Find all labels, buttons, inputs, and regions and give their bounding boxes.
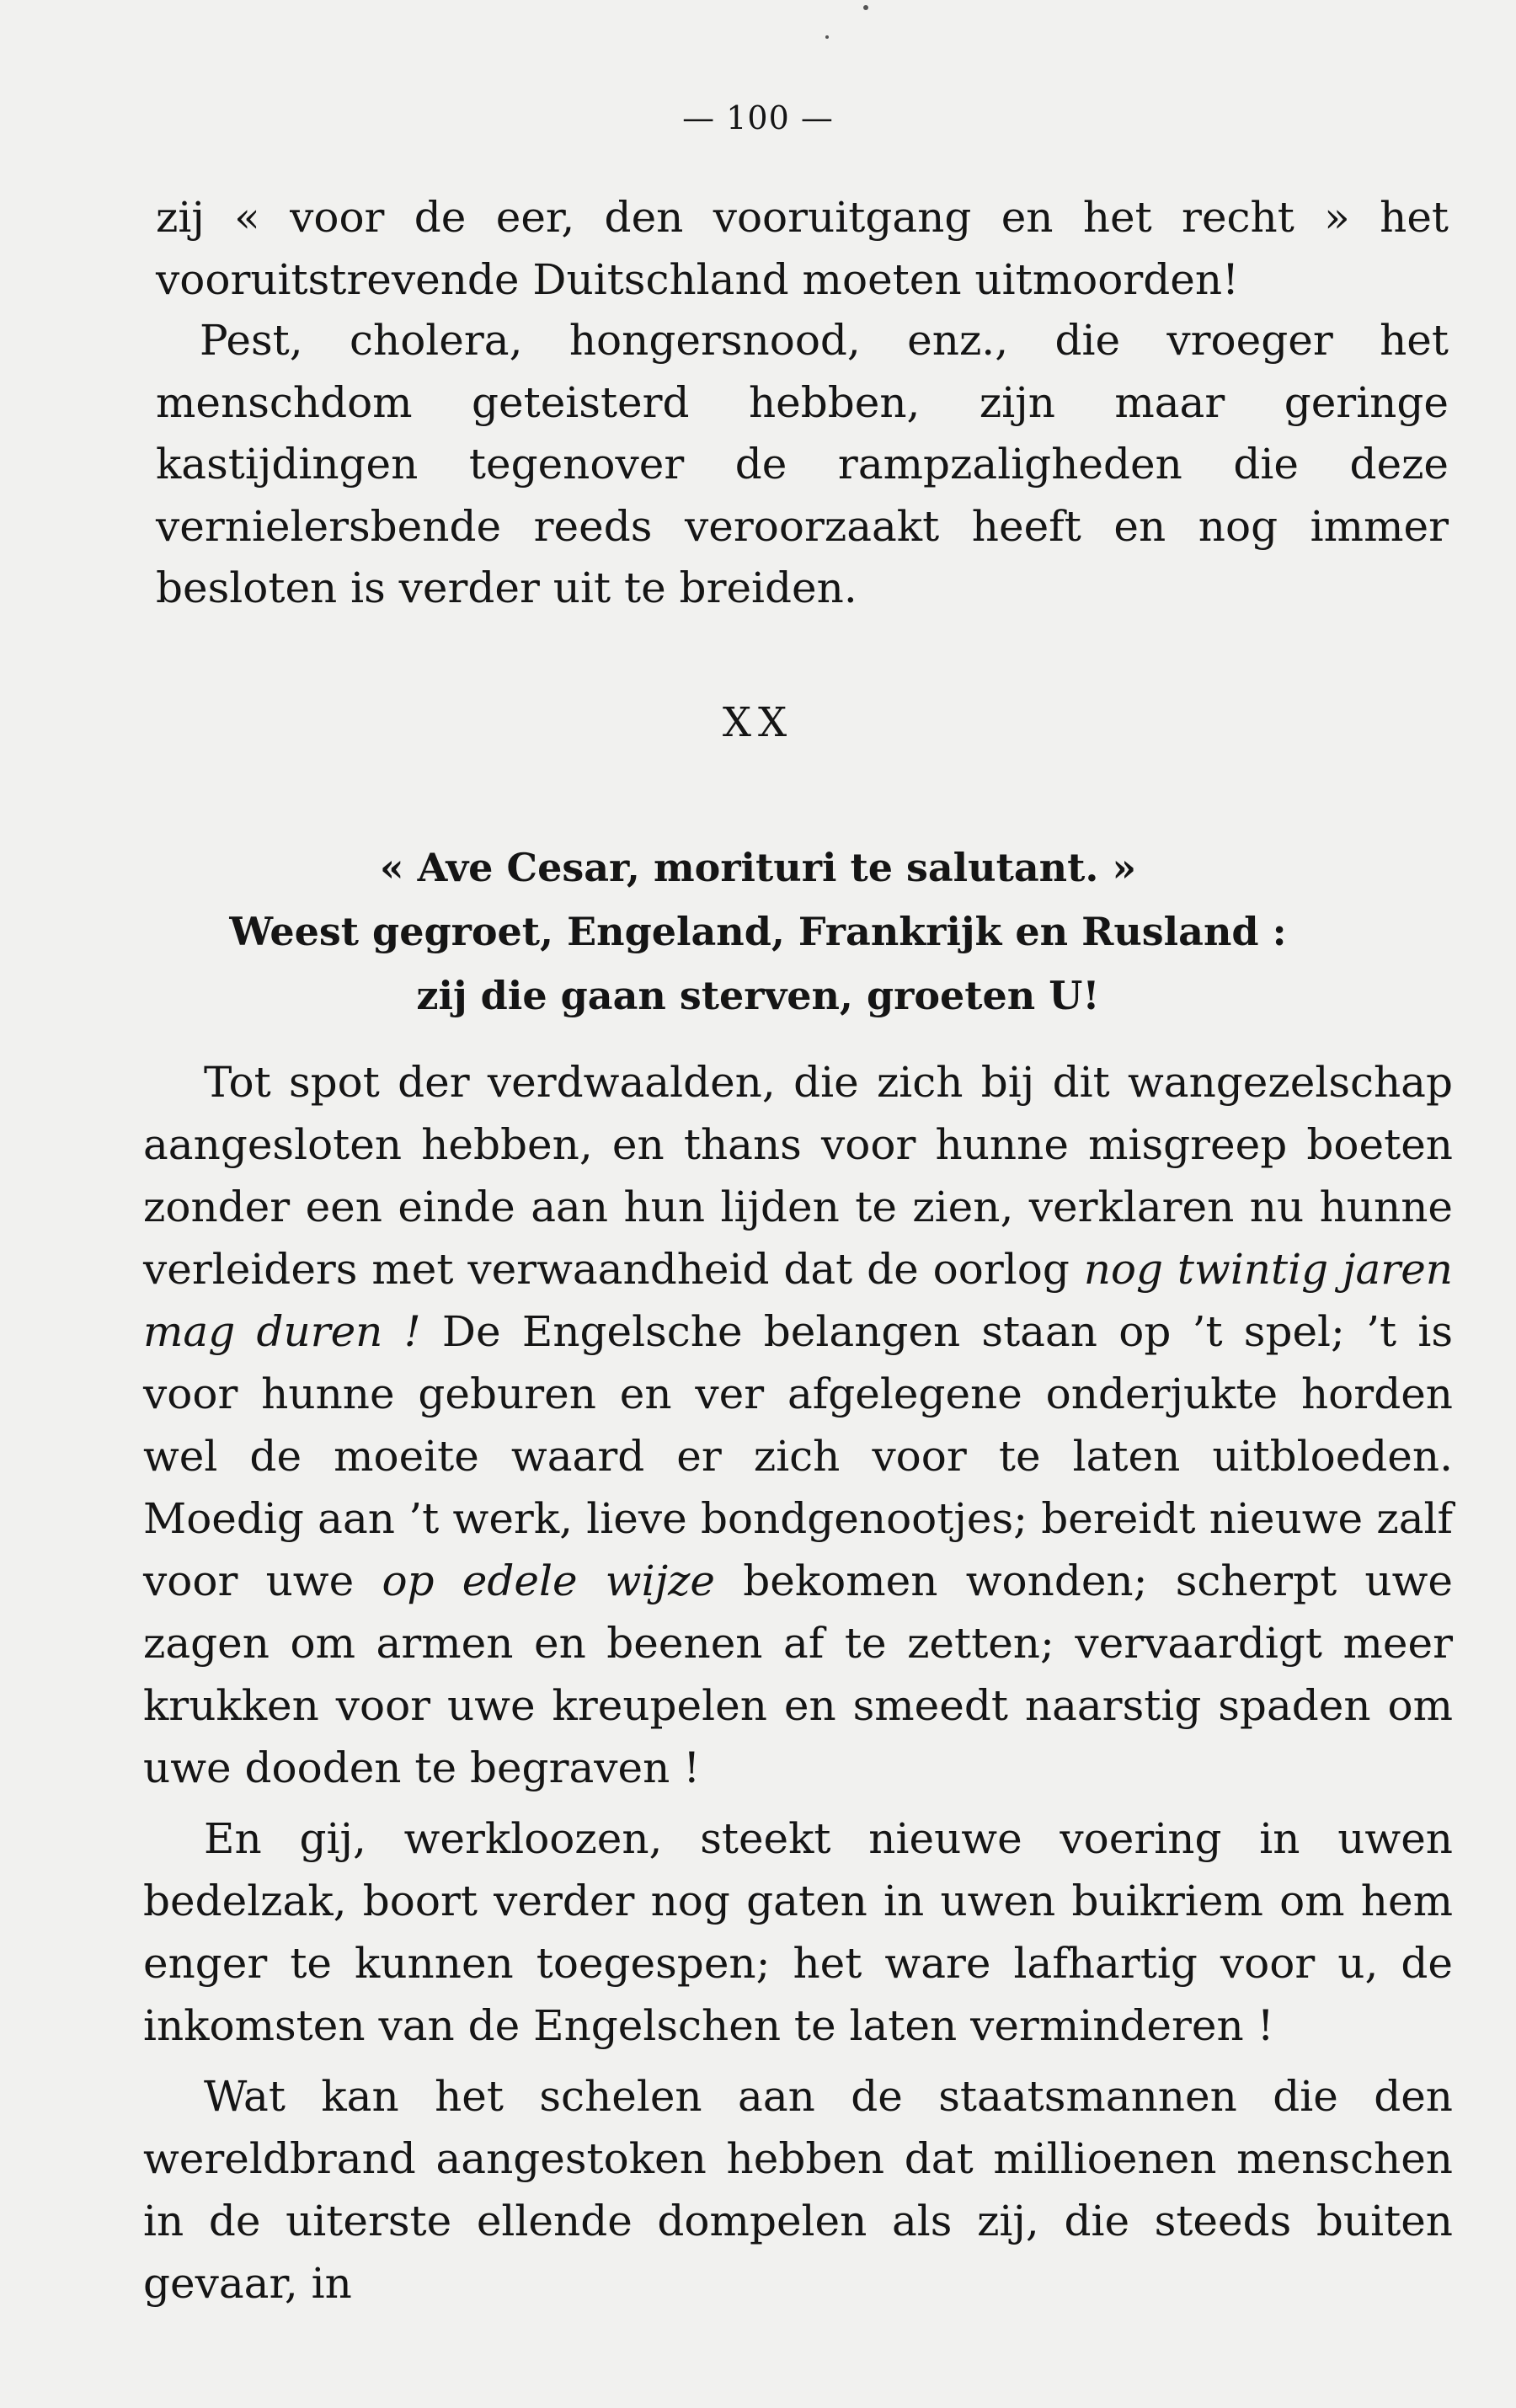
body-paragraph: Wat kan het schelen aan de staatsmannen die den wereldbrand aangestoken hebben dat millioenen menschen in de uiterste ellende dompelen als zij, die steeds buiten gevaar, in xyxy=(143,2072,1453,2308)
italic-phrase: nog twintig jaren mag duren ! xyxy=(143,1245,1453,1356)
continued-paragraph xyxy=(156,187,1449,311)
ink-speck xyxy=(825,35,829,39)
heading-line: zij die gaan sterven, groeten U! xyxy=(416,973,1100,1018)
page-number: — 100 — xyxy=(682,99,834,136)
chapter-number: XX xyxy=(722,699,794,746)
chapter-heading xyxy=(0,836,1516,1028)
ink-speck xyxy=(863,5,868,10)
body-paragraph: En gij, werkloozen, steekt nieuwe voering in uwen bedelzak, boort verder nog gaten in uwen buikriem om hem enger te kunnen toegespen; het ware lafhartig voor u, de inkomsten van de Engelschen te laten verminderen ! xyxy=(143,1814,1453,2050)
text-span: De Engelsche belangen staan op ’t spel; ’t is voor hunne geburen en ver afgelegene onderjukte horden wel de moeite waard er zich voor te laten uitbloeden. Moedig aan ’t werk, lieve bondgenootjes; bereidt nieuwe zalf voor uwe xyxy=(143,1307,1453,1605)
italic-phrase: op edele wijze xyxy=(382,1556,716,1605)
chapter-body xyxy=(143,1051,1453,2323)
paragraph: zij « voor de eer, den vooruitgang en het recht » het vooruitstrevende Duitschland moeten uitmoorden! xyxy=(156,193,1449,304)
heading-line: Weest gegroet, Engeland, Frankrijk en Rusland : xyxy=(229,909,1287,954)
continued-paragraph-2 xyxy=(156,310,1449,620)
text-span: bekomen wonden; scherpt uwe zagen om armen en beenen af te zetten; vervaardigt meer krukken voor uwe kreupelen en smeedt naarstig spaden om uwe dooden te begraven ! xyxy=(143,1556,1453,1792)
paragraph: Pest, cholera, hongersnood, enz., die vroeger het menschdom geteisterd hebben, zijn maar geringe kastijdingen tegenover de rampzaligheden die deze vernielersbende reeds veroorzaakt heeft en nog immer besloten is verder uit te breiden. xyxy=(156,316,1449,612)
heading-line: « Ave Cesar, morituri te salutant. » xyxy=(379,845,1137,890)
body-paragraph xyxy=(143,1051,1453,1799)
text-span: Tot spot der verdwaalden, die zich bij dit wangezelschap aangesloten hebben, en thans voor hunne misgreep boeten zonder een einde aan hun lijden te zien, verklaren nu hunne verleiders met verwaandheid dat de oorlog xyxy=(143,1058,1453,1294)
